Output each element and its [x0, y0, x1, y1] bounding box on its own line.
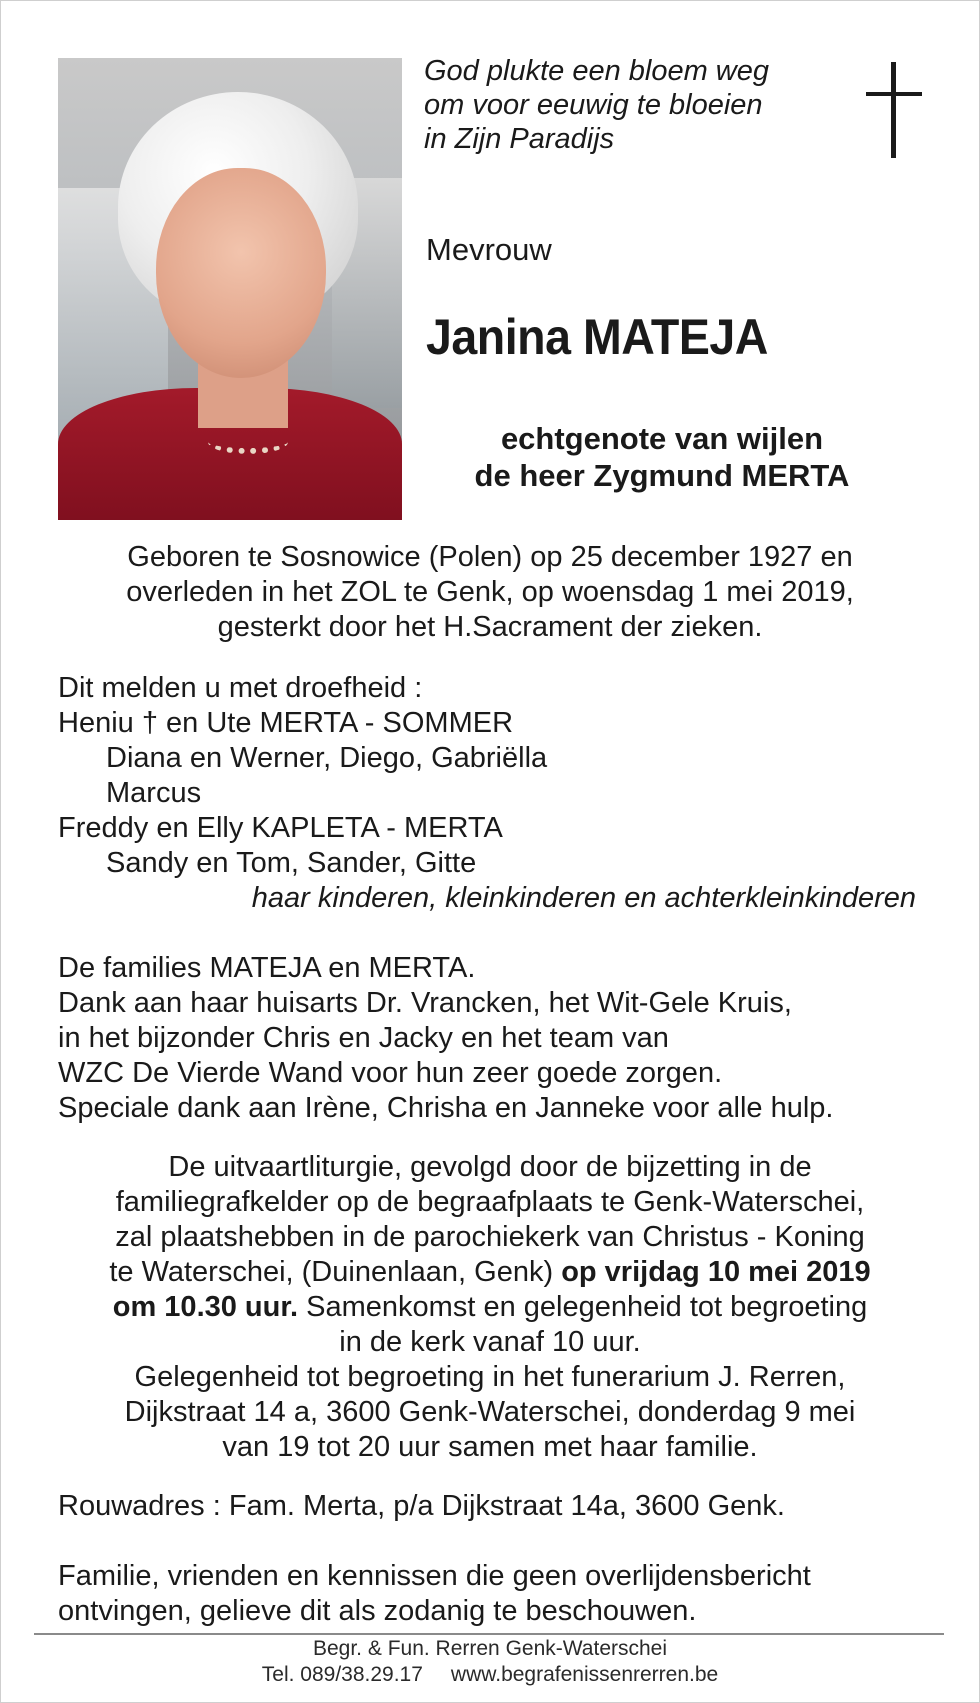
funeral-time: om 10.30 uur. — [112, 1291, 299, 1323]
footer-contact — [0, 1662, 980, 1688]
funeral-text: Samenkomst en gelegenheid tot begroeting — [298, 1291, 868, 1323]
family-line: Sandy en Tom, Sander, Gitte — [106, 847, 477, 879]
footer-divider — [34, 1633, 944, 1635]
thanks-line: Dank aan haar huisarts Dr. Vrancken, het Wit-Gele Kruis, — [58, 987, 792, 1019]
portrait-photo — [58, 58, 402, 520]
birth-line: gesterkt door het H.Sacrament der zieken. — [217, 611, 763, 643]
funeral-line: familiegrafkelder op de begraafplaats te Genk-Waterschei, — [115, 1186, 865, 1218]
spouse-info — [420, 420, 904, 494]
funeral-line: Dijkstraat 14 a, 3600 Genk-Waterschei, donderdag 9 mei — [124, 1396, 856, 1428]
notice-line: ontvingen, gelieve dit als zodanig te beschouwen. — [58, 1595, 697, 1627]
funeral-line: van 19 tot 20 uur samen met haar familie. — [222, 1431, 758, 1463]
thanks-line: in het bijzonder Chris en Jacky en het team van — [58, 1022, 669, 1054]
verse — [424, 54, 824, 156]
address-line: Rouwadres : Fam. Merta, p/a Dijkstraat 14a, 3600 Genk. — [58, 1490, 785, 1522]
notice-line: Familie, vrienden en kennissen die geen overlijdensbericht — [58, 1560, 811, 1592]
photo-necklace — [208, 430, 288, 454]
footer — [0, 1636, 980, 1688]
funeral-line: zal plaatshebben in de parochiekerk van Christus - Koning — [115, 1221, 865, 1253]
thanks-section — [58, 951, 938, 1126]
verse-line: in Zijn Paradijs — [424, 123, 615, 155]
thanks-line: Speciale dank aan Irène, Chrisha en Janneke voor alle hulp. — [58, 1092, 834, 1124]
family-line: Diana en Werner, Diego, Gabriëlla — [106, 742, 548, 774]
birth-line: overleden in het ZOL te Genk, op woensdag 1 mei 2019, — [126, 576, 854, 608]
cross-icon — [866, 62, 922, 158]
funeral-line — [40, 1255, 940, 1290]
family-line: Heniu † en Ute MERTA - SOMMER — [58, 707, 514, 739]
thanks-line: De families MATEJA en MERTA. — [58, 952, 476, 984]
funeral-info — [40, 1150, 940, 1465]
footer-website[interactable]: www.begrafenissenrerren.be — [450, 1663, 719, 1686]
spouse-line: de heer Zygmund MERTA — [474, 458, 850, 493]
family-intro: Dit melden u met droefheid : — [58, 672, 423, 704]
funeral-line: in de kerk vanaf 10 uur. — [339, 1326, 641, 1358]
family-roles: haar kinderen, kleinkinderen en achterkleinkinderen — [251, 882, 916, 914]
deceased-name: Janina MATEJA — [426, 309, 768, 365]
verse-line: om voor eeuwig te bloeien — [424, 89, 763, 121]
mourning-address — [58, 1489, 938, 1524]
family-list — [58, 671, 938, 916]
family-line: Marcus — [106, 777, 202, 809]
funeral-line: Gelegenheid tot begroeting in het funerarium J. Rerren, — [134, 1361, 846, 1393]
funeral-date: op vrijdag 10 mei 2019 — [561, 1256, 871, 1288]
footer-phone: Tel. 089/38.29.17 — [261, 1663, 423, 1686]
funeral-line: De uitvaartliturgie, gevolgd door de bijzetting in de — [168, 1151, 812, 1183]
funeral-line — [40, 1290, 940, 1325]
footer-company: Begr. & Fun. Rerren Genk-Waterschei — [312, 1637, 668, 1660]
verse-line: God plukte een bloem weg — [424, 55, 769, 87]
spouse-line: echtgenote van wijlen — [500, 421, 824, 456]
photo-face — [156, 168, 326, 378]
birth-line: Geboren te Sosnowice (Polen) op 25 december 1927 en — [127, 541, 853, 573]
birth-death-info — [40, 540, 940, 645]
salutation: Mevrouw — [426, 232, 552, 267]
notice — [58, 1559, 938, 1629]
family-line: Freddy en Elly KAPLETA - MERTA — [58, 812, 503, 844]
funeral-text: te Waterschei, (Duinenlaan, Genk) — [109, 1256, 562, 1288]
thanks-line: WZC De Vierde Wand voor hun zeer goede zorgen. — [58, 1057, 723, 1089]
